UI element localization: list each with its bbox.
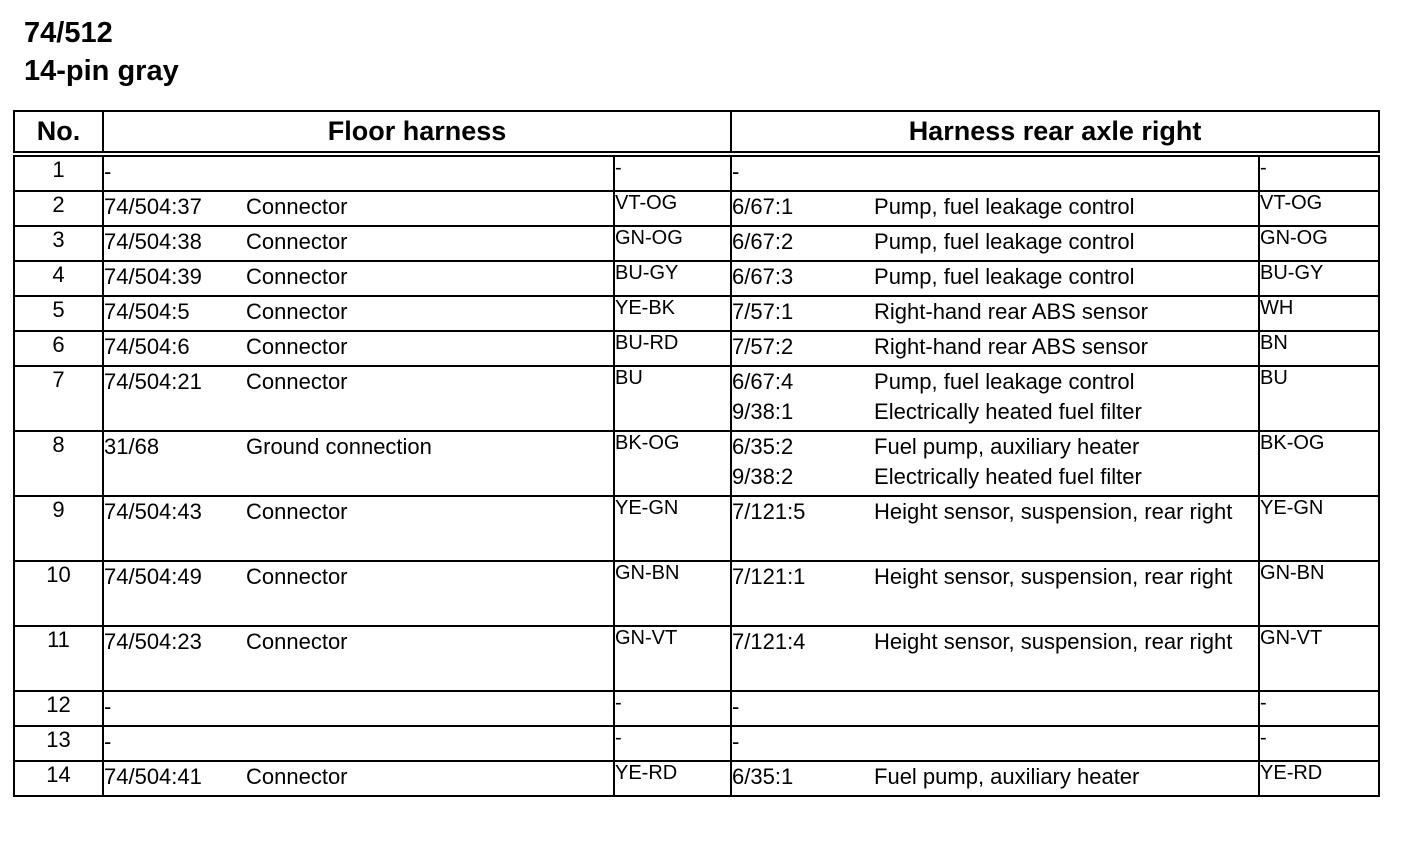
table-row — [14, 626, 1379, 691]
table-header-row — [14, 111, 1379, 154]
pin-number: 3 — [14, 226, 103, 261]
floor-wire-color: YE-GN — [614, 496, 731, 561]
table-row — [14, 366, 1379, 431]
floor-harness-code: 74/504:6 — [104, 334, 190, 359]
pin-number: 14 — [14, 761, 103, 796]
rear-wire-color: BN — [1259, 331, 1379, 366]
connector-description: 14-pin gray — [24, 55, 179, 87]
pin-number: 11 — [14, 626, 103, 691]
floor-harness-line — [104, 727, 613, 757]
rear-wire-color: YE-GN — [1259, 496, 1379, 561]
rear-harness-code: 9/38:2 — [732, 464, 794, 489]
floor-harness-code: 74/504:49 — [104, 564, 202, 589]
table-row — [14, 154, 1379, 191]
rear-harness-line — [732, 367, 1258, 397]
rear-wire-color: BU — [1259, 366, 1379, 431]
pin-number: 5 — [14, 296, 103, 331]
rear-harness-line — [732, 397, 1258, 427]
rear-harness-cell — [731, 296, 1259, 331]
pin-number: 6 — [14, 331, 103, 366]
rear-harness-description: Pump, fuel leakage control — [874, 229, 1135, 254]
pin-number: 12 — [14, 691, 103, 726]
rear-harness-cell — [731, 626, 1259, 691]
floor-harness-line — [104, 262, 613, 292]
floor-harness-cell — [103, 561, 614, 626]
floor-wire-color: BU-RD — [614, 331, 731, 366]
rear-harness-code: 7/121:5 — [732, 499, 806, 524]
rear-harness-line — [732, 297, 1258, 327]
floor-harness-line — [104, 192, 613, 222]
rear-harness-description: Height sensor, suspension, rear right — [874, 499, 1233, 524]
rear-harness-cell — [731, 496, 1259, 561]
rear-harness-code: 6/67:4 — [732, 369, 794, 394]
table-row — [14, 191, 1379, 226]
rear-harness-cell — [731, 154, 1259, 191]
floor-harness-code: - — [104, 159, 112, 184]
rear-harness-code: 6/67:1 — [732, 194, 794, 219]
table-row — [14, 761, 1379, 796]
rear-harness-description: Right-hand rear ABS sensor — [874, 334, 1148, 359]
rear-harness-line — [732, 727, 1258, 757]
floor-wire-color: GN-VT — [614, 626, 731, 691]
floor-harness-cell — [103, 691, 614, 726]
floor-harness-line — [104, 627, 613, 657]
table-row — [14, 561, 1379, 626]
rear-wire-color: - — [1259, 154, 1379, 191]
pin-number: 10 — [14, 561, 103, 626]
floor-harness-description: Connector — [246, 299, 348, 324]
rear-harness-code: 6/35:1 — [732, 764, 794, 789]
rear-harness-line — [732, 432, 1258, 462]
floor-harness-description: Connector — [246, 229, 348, 254]
rear-harness-code: 7/57:2 — [732, 334, 794, 359]
rear-harness-cell — [731, 191, 1259, 226]
rear-harness-description: Pump, fuel leakage control — [874, 194, 1135, 219]
rear-harness-cell — [731, 561, 1259, 626]
floor-harness-line — [104, 692, 613, 722]
floor-harness-cell — [103, 366, 614, 431]
floor-harness-line — [104, 332, 613, 362]
floor-wire-color: YE-BK — [614, 296, 731, 331]
floor-harness-description: Connector — [246, 334, 348, 359]
floor-harness-code: 74/504:43 — [104, 499, 202, 524]
pin-number: 2 — [14, 191, 103, 226]
floor-harness-cell — [103, 431, 614, 496]
pin-number: 4 — [14, 261, 103, 296]
floor-harness-description: Connector — [246, 764, 348, 789]
floor-harness-code: 74/504:38 — [104, 229, 202, 254]
rear-harness-line — [732, 627, 1258, 657]
rear-wire-color: VT-OG — [1259, 191, 1379, 226]
pinout-table — [13, 110, 1380, 797]
rear-wire-color: GN-BN — [1259, 561, 1379, 626]
floor-harness-description: Connector — [246, 629, 348, 654]
floor-wire-color: BU-GY — [614, 261, 731, 296]
rear-harness-description: Fuel pump, auxiliary heater — [874, 764, 1140, 789]
floor-harness-description: Connector — [246, 264, 348, 289]
floor-harness-code: 74/504:21 — [104, 369, 202, 394]
table-row — [14, 226, 1379, 261]
rear-harness-description: Electrically heated fuel filter — [874, 464, 1142, 489]
floor-harness-line — [104, 157, 613, 187]
connector-id: 74/512 — [24, 17, 113, 49]
rear-harness-line — [732, 157, 1258, 187]
rear-harness-description: Fuel pump, auxiliary heater — [874, 434, 1140, 459]
floor-harness-code: 74/504:39 — [104, 264, 202, 289]
connector-title — [24, 14, 179, 90]
rear-harness-cell — [731, 261, 1259, 296]
rear-harness-code: 6/35:2 — [732, 434, 794, 459]
rear-harness-description: Electrically heated fuel filter — [874, 399, 1142, 424]
rear-wire-color: YE-RD — [1259, 761, 1379, 796]
floor-harness-code: 31/68 — [104, 434, 160, 459]
pinout-table-body — [14, 154, 1379, 796]
floor-harness-cell — [103, 261, 614, 296]
table-row — [14, 691, 1379, 726]
floor-harness-cell — [103, 726, 614, 761]
rear-harness-line — [732, 227, 1258, 257]
floor-harness-cell — [103, 296, 614, 331]
pin-number: 9 — [14, 496, 103, 561]
floor-wire-color: GN-OG — [614, 226, 731, 261]
rear-harness-code: 7/57:1 — [732, 299, 794, 324]
rear-wire-color: WH — [1259, 296, 1379, 331]
rear-harness-code: - — [732, 729, 740, 754]
rear-wire-color: GN-VT — [1259, 626, 1379, 691]
floor-wire-color: GN-BN — [614, 561, 731, 626]
table-row — [14, 261, 1379, 296]
floor-harness-line — [104, 297, 613, 327]
rear-harness-code: 6/67:2 — [732, 229, 794, 254]
rear-harness-description: Height sensor, suspension, rear right — [874, 564, 1233, 589]
floor-harness-cell — [103, 191, 614, 226]
floor-harness-description: Connector — [246, 564, 348, 589]
rear-harness-description: Height sensor, suspension, rear right — [874, 629, 1233, 654]
rear-harness-cell — [731, 726, 1259, 761]
pin-number: 13 — [14, 726, 103, 761]
rear-harness-cell — [731, 691, 1259, 726]
table-row — [14, 431, 1379, 496]
rear-wire-color: - — [1259, 691, 1379, 726]
rear-harness-description: Pump, fuel leakage control — [874, 369, 1135, 394]
rear-harness-cell — [731, 761, 1259, 796]
rear-harness-code: 7/121:1 — [732, 564, 806, 589]
table-row — [14, 331, 1379, 366]
rear-harness-code: 9/38:1 — [732, 399, 794, 424]
floor-harness-code: 74/504:5 — [104, 299, 190, 324]
rear-wire-color: GN-OG — [1259, 226, 1379, 261]
pin-number: 8 — [14, 431, 103, 496]
rear-harness-line — [732, 692, 1258, 722]
floor-harness-description: Connector — [246, 369, 348, 394]
rear-harness-line — [732, 192, 1258, 222]
floor-harness-line — [104, 497, 613, 527]
floor-harness-description: Connector — [246, 194, 348, 219]
rear-harness-cell — [731, 431, 1259, 496]
floor-harness-cell — [103, 761, 614, 796]
floor-wire-color: - — [614, 154, 731, 191]
rear-harness-line — [732, 332, 1258, 362]
floor-harness-code: - — [104, 729, 112, 754]
rear-wire-color: - — [1259, 726, 1379, 761]
floor-harness-code: - — [104, 694, 112, 719]
pin-number: 7 — [14, 366, 103, 431]
floor-harness-cell — [103, 331, 614, 366]
header-harness-rear-axle-right: Harness rear axle right — [731, 111, 1379, 154]
rear-harness-code: - — [732, 159, 740, 184]
floor-wire-color: YE-RD — [614, 761, 731, 796]
floor-harness-code: 74/504:41 — [104, 764, 202, 789]
rear-harness-line — [732, 497, 1258, 527]
rear-harness-cell — [731, 366, 1259, 431]
rear-harness-description: Pump, fuel leakage control — [874, 264, 1135, 289]
rear-wire-color: BU-GY — [1259, 261, 1379, 296]
table-row — [14, 726, 1379, 761]
floor-harness-code: 74/504:23 — [104, 629, 202, 654]
rear-harness-code: - — [732, 694, 740, 719]
floor-harness-line — [104, 762, 613, 792]
rear-harness-cell — [731, 226, 1259, 261]
header-no: No. — [14, 111, 103, 154]
floor-harness-description: Ground connection — [246, 434, 432, 459]
table-row — [14, 496, 1379, 561]
rear-harness-code: 6/67:3 — [732, 264, 794, 289]
floor-wire-color: BU — [614, 366, 731, 431]
floor-wire-color: - — [614, 726, 731, 761]
rear-harness-line — [732, 262, 1258, 292]
rear-harness-line — [732, 562, 1258, 592]
floor-wire-color: - — [614, 691, 731, 726]
rear-harness-code: 7/121:4 — [732, 629, 806, 654]
table-row — [14, 296, 1379, 331]
floor-wire-color: VT-OG — [614, 191, 731, 226]
rear-wire-color: BK-OG — [1259, 431, 1379, 496]
floor-harness-line — [104, 562, 613, 592]
floor-wire-color: BK-OG — [614, 431, 731, 496]
floor-harness-cell — [103, 496, 614, 561]
floor-harness-line — [104, 367, 613, 397]
rear-harness-cell — [731, 331, 1259, 366]
floor-harness-code: 74/504:37 — [104, 194, 202, 219]
rear-harness-line — [732, 462, 1258, 492]
rear-harness-line — [732, 762, 1258, 792]
pin-number: 1 — [14, 154, 103, 191]
floor-harness-description: Connector — [246, 499, 348, 524]
header-floor-harness: Floor harness — [103, 111, 731, 154]
floor-harness-cell — [103, 226, 614, 261]
floor-harness-cell — [103, 154, 614, 191]
floor-harness-line — [104, 227, 613, 257]
rear-harness-description: Right-hand rear ABS sensor — [874, 299, 1148, 324]
floor-harness-line — [104, 432, 613, 462]
floor-harness-cell — [103, 626, 614, 691]
